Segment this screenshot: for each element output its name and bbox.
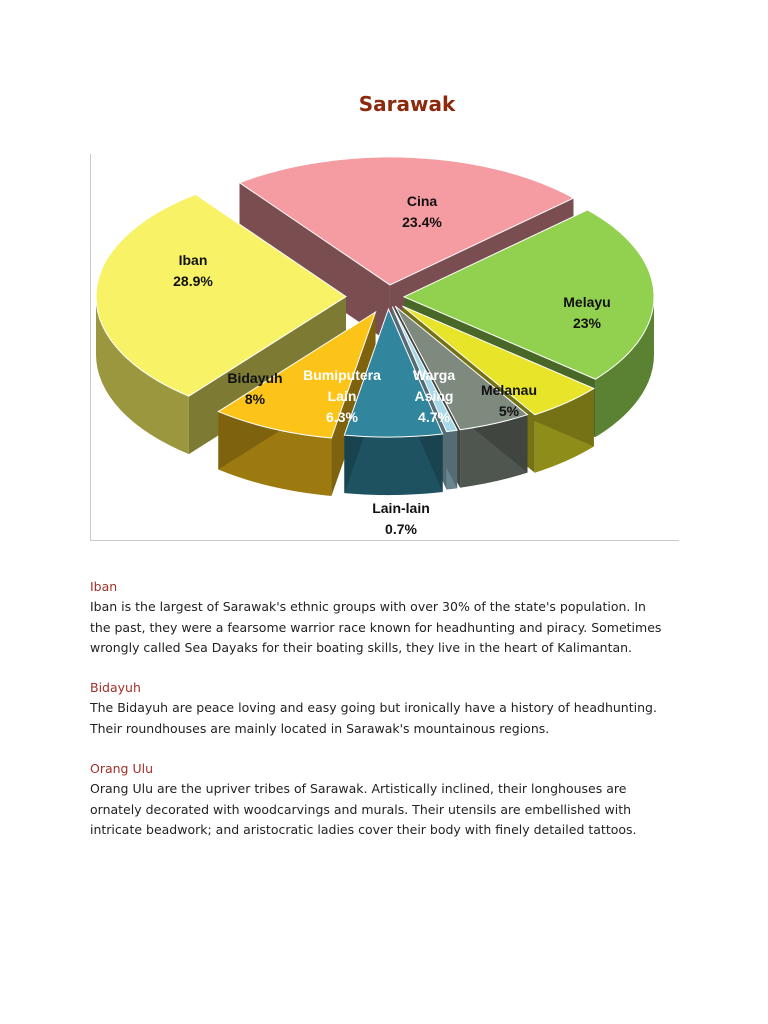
slice-label-bidayuh: Bidayuh 8% xyxy=(227,370,283,407)
section-bidayuh xyxy=(90,678,680,739)
section-iban xyxy=(90,577,680,659)
slice-label-iban: Iban 28.9% xyxy=(173,252,213,289)
section-line: Their roundhouses are mainly located in Sarawak's mountainous regions. xyxy=(90,720,550,736)
slice-label-bumiputera-lain: Bumiputera Lain 6.3% xyxy=(303,367,381,425)
section-heading: Bidayuh xyxy=(90,680,141,695)
section-line: ornately decorated with woodcarvings and murals. Their utensils are embellished with xyxy=(90,801,632,817)
section-line: Orang Ulu are the upriver tribes of Sarawak. Artistically inclined, their longhouses are xyxy=(90,781,627,796)
section-line: wrongly called Sea Dayaks for their boating skills, they live in the heart of Kalimantan. xyxy=(90,640,633,655)
section-line: intricate beadwork; and aristocratic ladies cover their body with finely detailed tattoos. xyxy=(90,822,637,837)
slice-label-melanau: Melanau 5% xyxy=(480,382,538,419)
section-line: The Bidayuh are peace loving and easy going but ironically have a history of headhunting. xyxy=(90,700,657,715)
section-line: the past, they were a fearsome warrior race known for headhunting and piracy. Sometimes xyxy=(90,619,662,635)
slice-label-warga-asing: Warga Asing 4.7% xyxy=(412,367,456,425)
page-title: Sarawak xyxy=(358,92,456,116)
section-line: Iban is the largest of Sarawak's ethnic groups with over 30% of the state's population. In xyxy=(90,599,646,614)
pie-chart-frame xyxy=(90,154,679,541)
section-orang-ulu xyxy=(90,759,680,841)
slice-label-cina: Cina 23.4% xyxy=(402,193,442,230)
pie-chart xyxy=(1,0,768,560)
section-heading: Orang Ulu xyxy=(90,761,154,776)
slice-label-lain-lain: Lain-lain 0.7% xyxy=(372,500,430,537)
slice-label-melayu: Melayu 23% xyxy=(563,294,611,331)
section-heading: Iban xyxy=(90,579,118,594)
